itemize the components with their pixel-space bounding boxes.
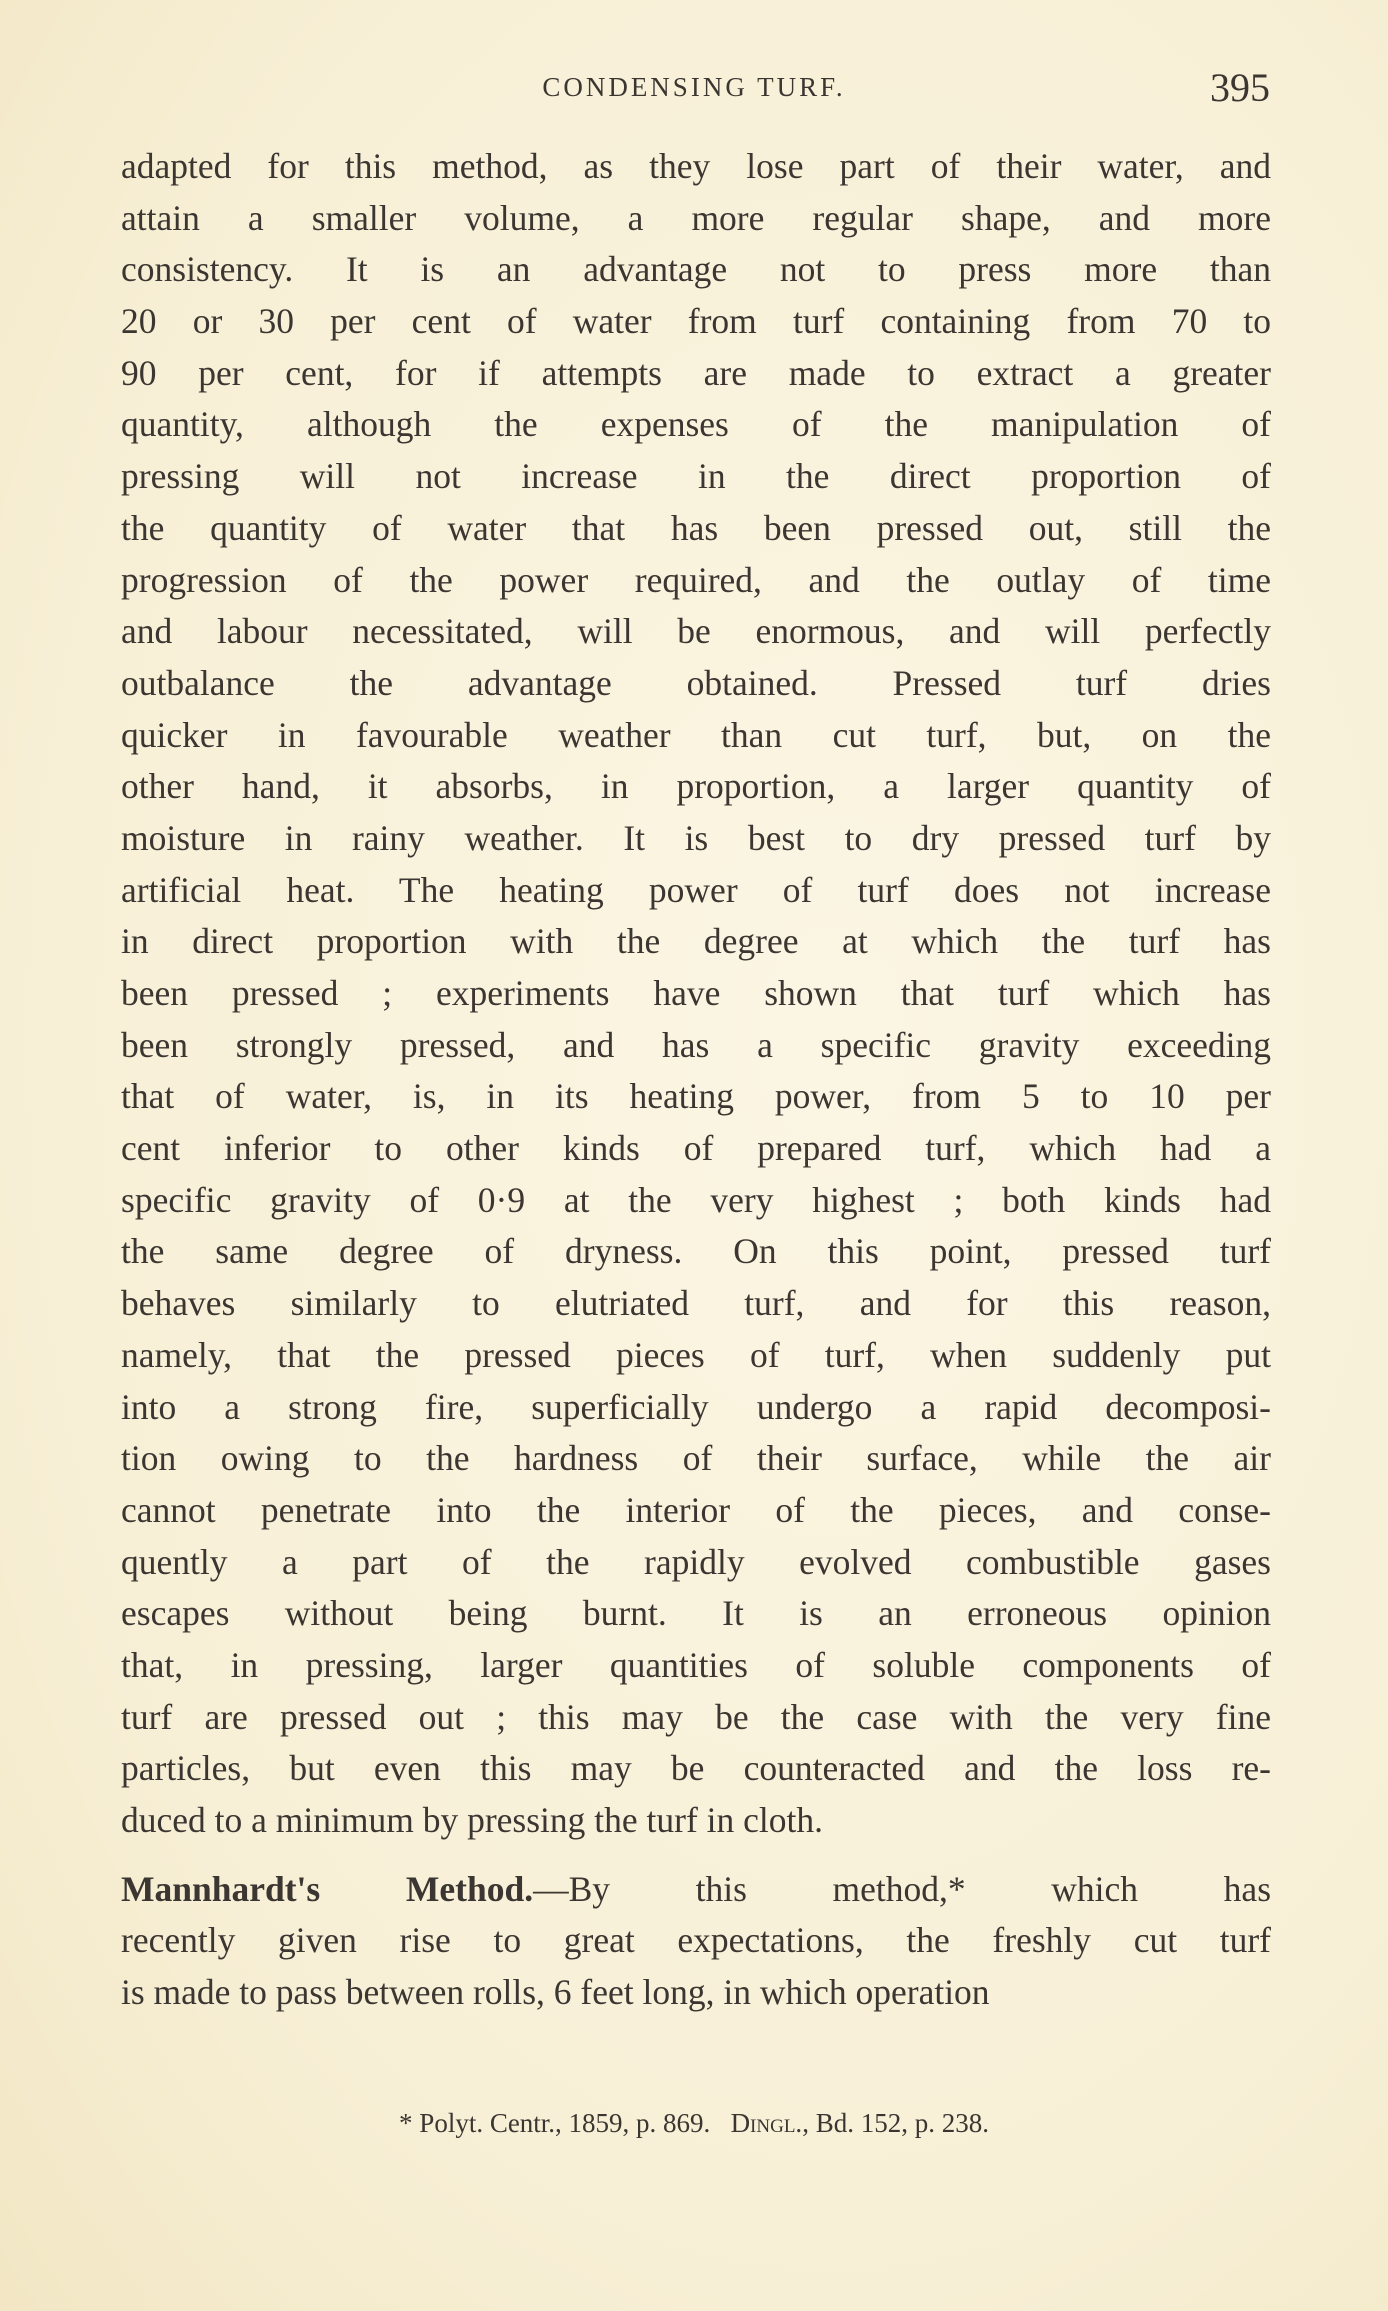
- paragraph-line: cannot penetrate into the interior of the pieces, and conse-: [121, 1489, 1271, 1530]
- page-number: 395: [1210, 65, 1270, 110]
- heading-line-text: —By this method,* which has: [533, 1868, 1272, 1909]
- paragraph-2: [121, 1864, 1271, 2019]
- paragraph-line: that of water, is, in its heating power, from 5 to 10 per: [121, 1076, 1271, 1117]
- paragraph-line: into a strong fire, superficially undergo a rapid decomposi-: [121, 1386, 1271, 1427]
- paragraph-line: quantity, although the expenses of the manipulation of: [121, 404, 1271, 445]
- body-text: [121, 141, 1271, 2019]
- paragraph-line: specific gravity of 0·9 at the very highest ; both kinds had: [121, 1179, 1271, 1220]
- paragraph-line: quently a part of the rapidly evolved combustible gases: [121, 1541, 1271, 1582]
- paragraph-line: been pressed ; experiments have shown that turf which has: [121, 973, 1271, 1013]
- paragraph-line: in direct proportion with the degree at which the turf has: [121, 921, 1271, 962]
- paragraph-line: namely, that the pressed pieces of turf, when suddenly put: [121, 1334, 1271, 1375]
- page-header: [0, 64, 1388, 114]
- paragraph-line: duced to a minimum by pressing the turf in cloth.: [121, 1800, 823, 1840]
- paragraph-line: 90 per cent, for if attempts are made to extract a greater: [121, 352, 1271, 393]
- paragraph-1: [121, 141, 1271, 1847]
- paragraph-line: cent inferior to other kinds of prepared turf, which had a: [121, 1128, 1271, 1169]
- paragraph-line: artificial heat. The heating power of turf does not increase: [121, 869, 1271, 910]
- paragraph-line: tion owing to the hardness of their surface, while the air: [121, 1438, 1271, 1479]
- paragraph-line: [121, 1864, 1271, 1916]
- paragraph-line: pressing will not increase in the direct proportion of: [121, 456, 1271, 497]
- paragraph-line: 20 or 30 per cent of water from turf containing from 70 to: [121, 301, 1271, 342]
- paragraph-line: particles, but even this may be counteracted and the loss re-: [121, 1748, 1271, 1789]
- paragraph-line: quicker in favourable weather than cut turf, but, on the: [121, 714, 1271, 755]
- paragraph-line: consistency. It is an advantage not to press more than: [121, 249, 1271, 290]
- footnote-reference-rest: , Bd. 152, p. 238.: [802, 2108, 989, 2138]
- paragraph-line: adapted for this method, as they lose part of their water, and: [121, 146, 1271, 186]
- running-title: CONDENSING TURF.: [542, 72, 846, 102]
- paragraph-line: is made to pass between rolls, 6 feet long, in which operation: [121, 1972, 990, 2013]
- paragraph-line: progression of the power required, and the outlay of time: [121, 559, 1271, 600]
- paragraph-line: other hand, it absorbs, in proportion, a larger quantity of: [121, 766, 1271, 807]
- paragraph-line: that, in pressing, larger quantities of soluble components of: [121, 1644, 1271, 1685]
- paragraph-line: recently given rise to great expectations, the freshly cut turf: [121, 1920, 1271, 1961]
- footnote: [0, 2108, 1388, 2139]
- paragraph-line: outbalance the advantage obtained. Pressed turf dries: [121, 662, 1271, 703]
- paragraph-line: the quantity of water that has been pressed out, still the: [121, 507, 1271, 548]
- footnote-text: * Polyt. Centr., 1859, p. 869.: [399, 2108, 711, 2138]
- section-heading: Mannhardt's Method.: [121, 1868, 534, 1909]
- paragraph-line: moisture in rainy weather. It is best to dry pressed turf by: [121, 817, 1271, 858]
- paragraph-line: the same degree of dryness. On this point, pressed turf: [121, 1231, 1271, 1272]
- footnote-reference: Dingl.: [730, 2108, 803, 2138]
- paragraph-line: escapes without being burnt. It is an erroneous opinion: [121, 1593, 1271, 1634]
- paragraph-line: behaves similarly to elutriated turf, and for this reason,: [121, 1283, 1271, 1324]
- paragraph-line: turf are pressed out ; this may be the case with the very fine: [121, 1696, 1271, 1737]
- paragraph-line: attain a smaller volume, a more regular shape, and more: [121, 197, 1271, 238]
- paragraph-line: been strongly pressed, and has a specific gravity exceeding: [121, 1024, 1271, 1065]
- paragraph-line: and labour necessitated, will be enormous, and will perfectly: [121, 611, 1271, 652]
